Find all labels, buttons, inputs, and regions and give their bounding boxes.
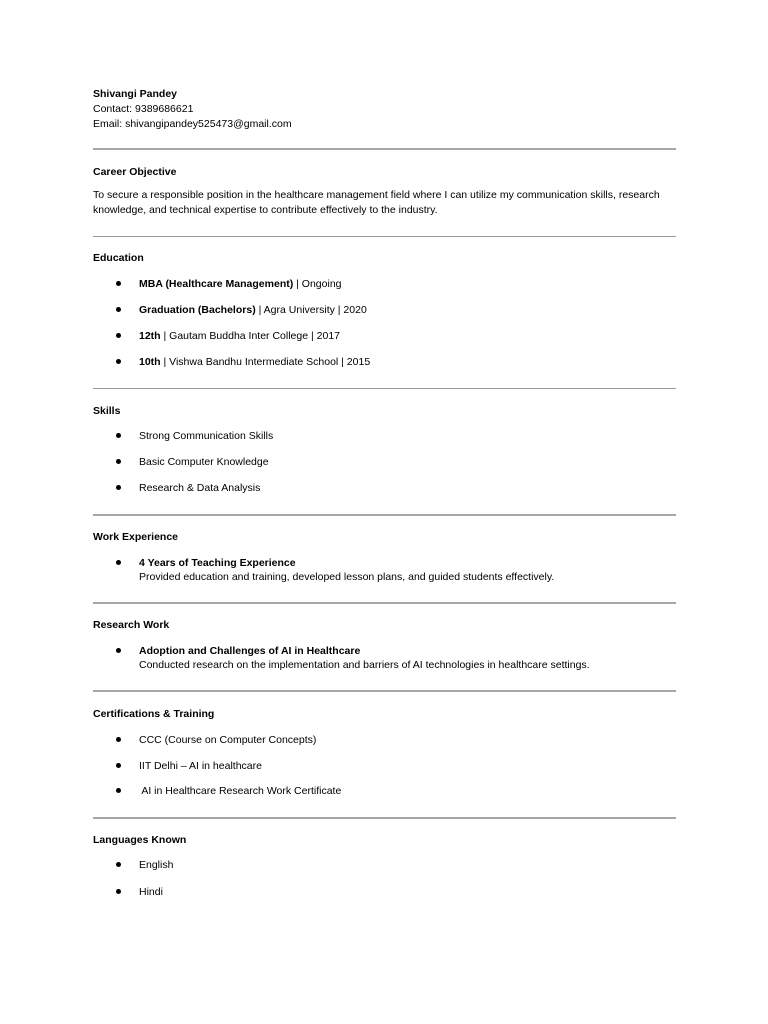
career-objective-text: To secure a responsible position in the healthcare management field where I can utilize my communication skills, research knowledge, and technical expertise to contribute effectively to the industry. — [93, 189, 660, 216]
language-text: Hindi — [139, 886, 163, 898]
contact-header — [93, 87, 292, 132]
bullet-icon — [116, 763, 121, 768]
languages-heading: Languages Known — [93, 834, 187, 846]
bullet-icon — [116, 889, 121, 894]
education-degree: 12th — [139, 330, 161, 342]
bullet-icon — [116, 359, 121, 364]
section-divider — [93, 817, 676, 819]
education-details: | Gautam Buddha Inter College | 2017 — [160, 330, 340, 342]
work-experience-description: Provided education and training, developed lesson plans, and guided students effectively. — [139, 571, 555, 583]
section-divider — [93, 388, 676, 389]
skill-text: Basic Computer Knowledge — [139, 456, 269, 468]
bullet-icon — [116, 307, 121, 312]
section-divider — [93, 148, 676, 150]
education-degree: 10th — [139, 356, 161, 368]
skills-heading: Skills — [93, 405, 121, 417]
education-details: | Agra University | 2020 — [255, 304, 367, 316]
research-title: Adoption and Challenges of AI in Healthcare — [139, 645, 361, 657]
bullet-icon — [116, 281, 121, 286]
bullet-icon — [116, 433, 121, 438]
bullet-icon — [116, 648, 121, 653]
bullet-icon — [116, 459, 121, 464]
research-work-heading: Research Work — [93, 619, 170, 631]
bullet-icon — [116, 737, 121, 742]
research-description: Conducted research on the implementation and barriers of AI technologies in healthcare settings. — [139, 659, 590, 671]
bullet-icon — [116, 862, 121, 867]
section-divider — [93, 514, 676, 516]
education-degree: MBA (Healthcare Management) — [139, 278, 294, 290]
work-experience-heading: Work Experience — [93, 531, 179, 543]
career-objective-heading: Career Objective — [93, 166, 177, 178]
bullet-icon — [116, 485, 121, 490]
candidate-name: Shivangi Pandey — [93, 88, 178, 100]
certification-text: AI in Healthcare Research Work Certificate — [139, 785, 342, 797]
certification-text: IIT Delhi – AI in healthcare — [139, 760, 262, 772]
contact-number: Contact: 9389686621 — [93, 103, 194, 115]
section-divider — [93, 690, 676, 692]
skill-text: Strong Communication Skills — [139, 430, 274, 442]
skill-text: Research & Data Analysis — [139, 482, 261, 494]
bullet-icon — [116, 333, 121, 338]
certification-text: CCC (Course on Computer Concepts) — [139, 734, 317, 746]
certifications-heading: Certifications & Training — [93, 708, 215, 720]
language-text: English — [139, 859, 174, 871]
bullet-icon — [116, 560, 121, 565]
education-details: | Ongoing — [293, 278, 342, 290]
education-details: | Vishwa Bandhu Intermediate School | 2015 — [160, 356, 371, 368]
work-experience-title: 4 Years of Teaching Experience — [139, 557, 296, 569]
education-heading: Education — [93, 252, 144, 264]
email-address: Email: shivangipandey525473@gmail.com — [93, 118, 292, 130]
bullet-icon — [116, 788, 121, 793]
section-divider — [93, 602, 676, 604]
education-degree: Graduation (Bachelors) — [139, 304, 256, 316]
section-divider — [93, 236, 676, 237]
